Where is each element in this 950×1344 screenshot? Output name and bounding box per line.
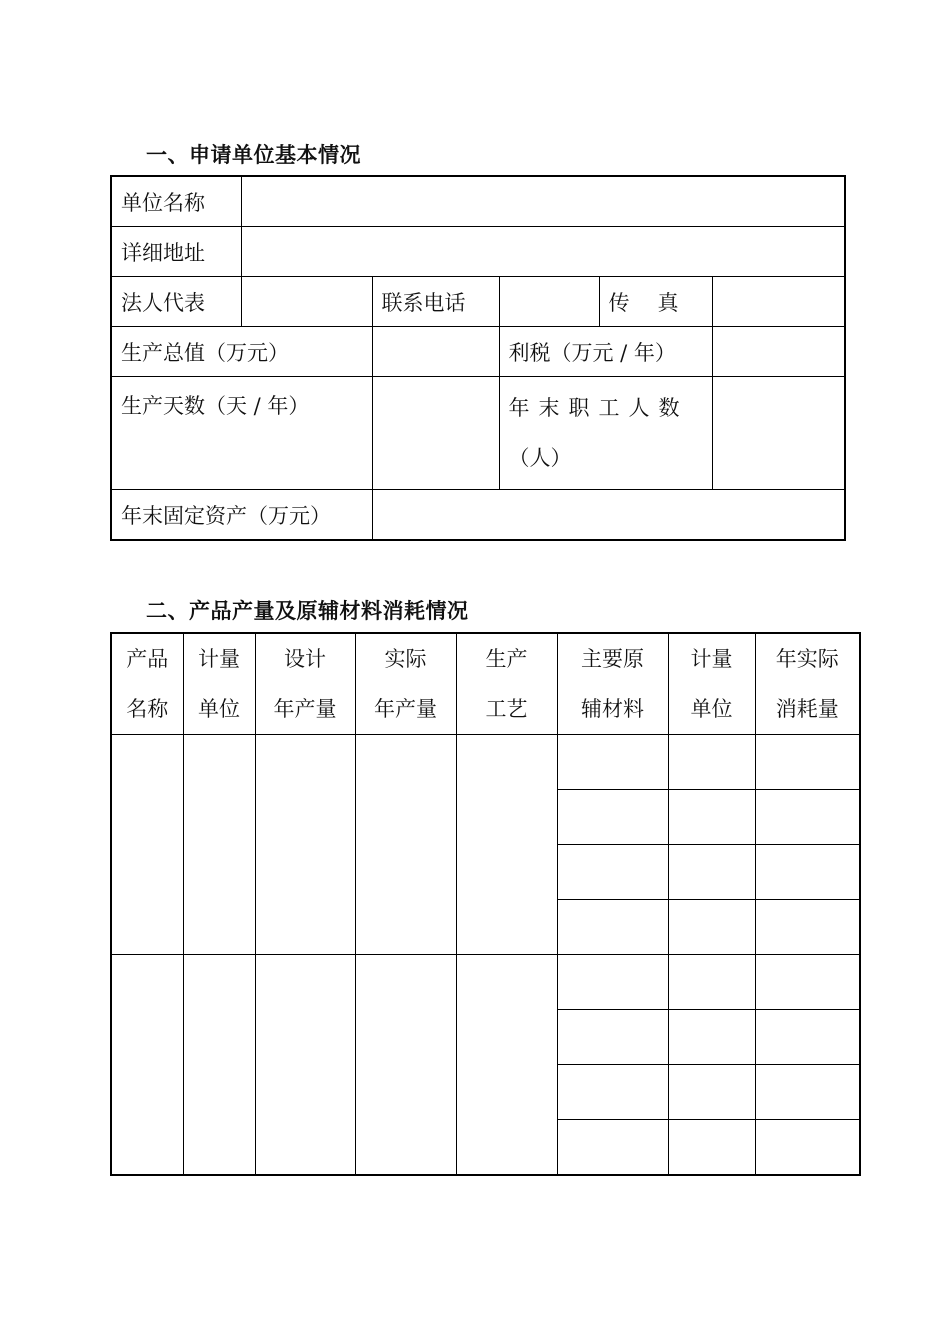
product-unit-cell[interactable] — [183, 955, 255, 1176]
material-material-cell[interactable] — [557, 790, 668, 845]
material-material-cell[interactable] — [557, 1065, 668, 1120]
material-unit-cell[interactable] — [668, 1065, 755, 1120]
header-design-output-line2: 年产量 — [273, 697, 337, 721]
header-consumption — [755, 633, 860, 735]
material-unit-cell[interactable] — [668, 845, 755, 900]
label-production-days: 生产天数（天 / 年） — [111, 377, 372, 490]
material-material-cell[interactable] — [557, 845, 668, 900]
label-fax: 传真 — [599, 277, 712, 327]
product-name-cell[interactable] — [111, 955, 183, 1176]
material-consumption-cell[interactable] — [755, 1010, 860, 1065]
field-production-days[interactable] — [372, 377, 499, 490]
field-unit-name[interactable] — [241, 176, 845, 227]
header-actual-output — [355, 633, 456, 735]
product-name-cell[interactable] — [111, 735, 183, 955]
header-materials-line2: 辅材料 — [581, 697, 644, 721]
material-material-cell[interactable] — [557, 1120, 668, 1176]
material-consumption-cell[interactable] — [755, 845, 860, 900]
header-material-unit — [668, 633, 755, 735]
material-unit-cell[interactable] — [668, 900, 755, 955]
header-materials — [557, 633, 668, 735]
header-design-output — [255, 633, 355, 735]
product-unit-cell[interactable] — [183, 735, 255, 955]
section2-title: 二、产品产量及原辅材料消耗情况 — [146, 599, 469, 623]
table-row — [111, 955, 860, 1010]
material-unit-cell[interactable] — [668, 1120, 755, 1176]
header-unit-line1: 计量 — [198, 647, 240, 671]
label-tax: 利税（万元 / 年） — [499, 327, 712, 377]
material-material-cell[interactable] — [557, 955, 668, 1010]
material-consumption-cell[interactable] — [755, 790, 860, 845]
material-consumption-cell[interactable] — [755, 1120, 860, 1176]
field-output-value[interactable] — [372, 327, 499, 377]
material-unit-cell[interactable] — [668, 955, 755, 1010]
label-output-value: 生产总值（万元） — [111, 327, 372, 377]
label-employees — [499, 377, 712, 490]
material-consumption-cell[interactable] — [755, 955, 860, 1010]
header-process — [456, 633, 557, 735]
product-actual-output-cell[interactable] — [355, 735, 456, 955]
product-actual-output-cell[interactable] — [355, 955, 456, 1176]
header-consumption-line1: 年实际 — [775, 647, 839, 671]
header-consumption-line2: 消耗量 — [775, 697, 839, 721]
header-process-line1: 生产 — [485, 647, 528, 671]
table-row — [111, 735, 860, 790]
material-consumption-cell[interactable] — [755, 1065, 860, 1120]
material-unit-cell[interactable] — [668, 1010, 755, 1065]
field-employees[interactable] — [712, 377, 845, 490]
material-material-cell[interactable] — [557, 1010, 668, 1065]
material-material-cell[interactable] — [557, 735, 668, 790]
material-unit-cell[interactable] — [668, 790, 755, 845]
field-fax[interactable] — [712, 277, 845, 327]
header-unit — [183, 633, 255, 735]
material-consumption-cell[interactable] — [755, 735, 860, 790]
header-product-name-line2: 名称 — [126, 697, 169, 721]
label-unit-name: 单位名称 — [111, 176, 241, 227]
header-materials-line1: 主要原 — [581, 647, 644, 671]
header-design-output-line1: 设计 — [284, 647, 326, 671]
field-fixed-assets[interactable] — [372, 490, 845, 541]
header-process-line2: 工艺 — [485, 697, 528, 721]
product-design-output-cell[interactable] — [255, 955, 355, 1176]
product-design-output-cell[interactable] — [255, 735, 355, 955]
field-tax[interactable] — [712, 327, 845, 377]
header-material-unit-line2: 单位 — [690, 697, 733, 721]
header-actual-output-line2: 年产量 — [374, 697, 437, 721]
label-address: 详细地址 — [111, 227, 241, 277]
label-fixed-assets: 年末固定资产（万元） — [111, 490, 372, 541]
material-consumption-cell[interactable] — [755, 900, 860, 955]
material-unit-cell[interactable] — [668, 735, 755, 790]
header-unit-line2: 单位 — [198, 697, 240, 721]
section1-title: 一、申请单位基本情况 — [146, 143, 361, 167]
material-material-cell[interactable] — [557, 900, 668, 955]
label-phone: 联系电话 — [372, 277, 499, 327]
header-product-name-line1: 产品 — [126, 647, 169, 671]
field-phone[interactable] — [499, 277, 599, 327]
field-legal-rep[interactable] — [241, 277, 372, 327]
product-process-cell[interactable] — [456, 735, 557, 955]
label-employees-line1: 年末职工人数 — [508, 396, 689, 420]
product-materials-table — [110, 632, 861, 1176]
label-employees-line2: （人） — [508, 446, 572, 470]
basic-info-table — [110, 175, 846, 541]
product-process-cell[interactable] — [456, 955, 557, 1176]
header-product-name — [111, 633, 183, 735]
label-legal-rep: 法人代表 — [111, 277, 241, 327]
field-address[interactable] — [241, 227, 845, 277]
header-material-unit-line1: 计量 — [690, 647, 733, 671]
header-actual-output-line1: 实际 — [384, 647, 427, 671]
